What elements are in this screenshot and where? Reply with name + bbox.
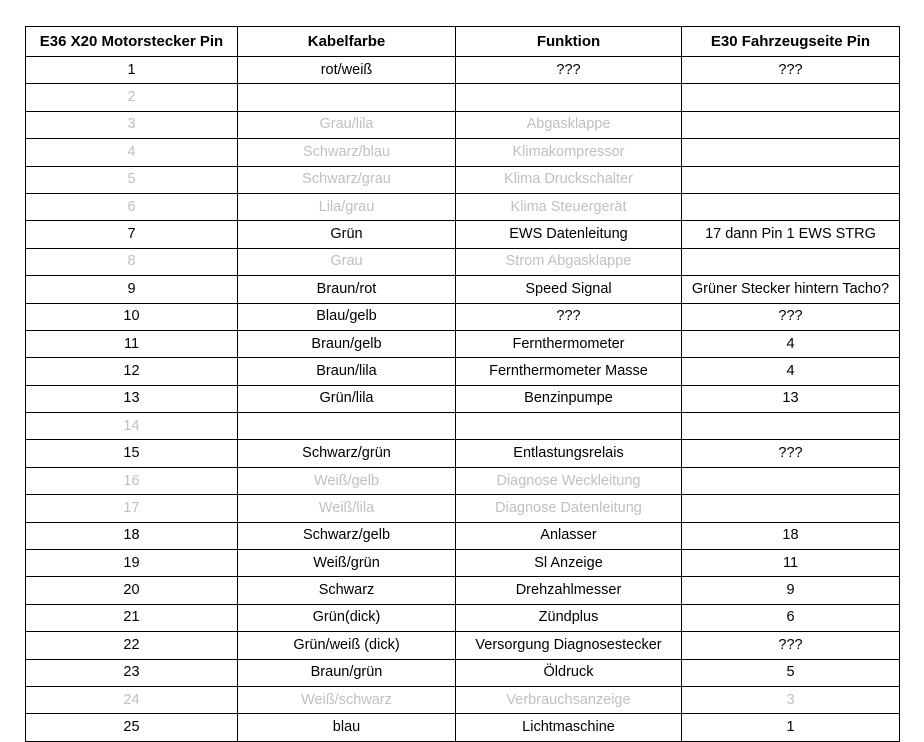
cell-funktion: Drehzahlmesser <box>456 577 682 604</box>
table-row <box>26 84 900 111</box>
cell-funktion: Sl Anzeige <box>456 550 682 577</box>
cell-kabelfarbe: rot/weiß <box>238 57 456 84</box>
cell-e30-pin: 4 <box>682 358 900 385</box>
cell-e30-pin: 17 dann Pin 1 EWS STRG <box>682 221 900 248</box>
table-row <box>26 413 900 440</box>
cell-kabelfarbe: Weiß/lila <box>238 495 456 522</box>
cell-funktion: Klima Druckschalter <box>456 166 682 193</box>
cell-kabelfarbe: Schwarz <box>238 577 456 604</box>
table-row <box>26 659 900 686</box>
cell-e30-pin: Grüner Stecker hintern Tacho? <box>682 276 900 303</box>
cell-funktion: Klimakompressor <box>456 139 682 166</box>
cell-kabelfarbe: Grün(dick) <box>238 604 456 631</box>
cell-e30-pin: 18 <box>682 522 900 549</box>
cell-funktion: Fernthermometer <box>456 330 682 357</box>
cell-e36-pin: 15 <box>26 440 238 467</box>
table-row <box>26 522 900 549</box>
cell-funktion: Fernthermometer Masse <box>456 358 682 385</box>
table-row <box>26 193 900 220</box>
cell-e36-pin: 3 <box>26 111 238 138</box>
cell-e30-pin <box>682 495 900 522</box>
cell-e36-pin: 8 <box>26 248 238 275</box>
table-row <box>26 248 900 275</box>
cell-e36-pin: 12 <box>26 358 238 385</box>
cell-e36-pin: 14 <box>26 413 238 440</box>
cell-e30-pin: 11 <box>682 550 900 577</box>
cell-kabelfarbe: blau <box>238 714 456 741</box>
cell-e30-pin: 3 <box>682 686 900 713</box>
cell-e36-pin: 17 <box>26 495 238 522</box>
table-row <box>26 632 900 659</box>
cell-e30-pin: 13 <box>682 385 900 412</box>
table-row <box>26 495 900 522</box>
table-row <box>26 330 900 357</box>
cell-kabelfarbe: Grün/lila <box>238 385 456 412</box>
cell-e36-pin: 1 <box>26 57 238 84</box>
cell-kabelfarbe: Schwarz/grau <box>238 166 456 193</box>
table-row <box>26 714 900 741</box>
cell-funktion: Verbrauchsanzeige <box>456 686 682 713</box>
column-header-e36-pin: E36 X20 Motorstecker Pin <box>26 27 238 57</box>
cell-funktion: ??? <box>456 57 682 84</box>
cell-kabelfarbe: Weiß/grün <box>238 550 456 577</box>
cell-e36-pin: 9 <box>26 276 238 303</box>
cell-e30-pin <box>682 193 900 220</box>
cell-kabelfarbe: Grau <box>238 248 456 275</box>
column-header-funktion: Funktion <box>456 27 682 57</box>
cell-funktion: ??? <box>456 303 682 330</box>
table-row <box>26 550 900 577</box>
pinout-table <box>25 26 900 742</box>
table-row <box>26 57 900 84</box>
table-header <box>26 27 900 57</box>
cell-kabelfarbe: Grün/weiß (dick) <box>238 632 456 659</box>
cell-e30-pin: ??? <box>682 303 900 330</box>
cell-e30-pin: ??? <box>682 440 900 467</box>
cell-e30-pin <box>682 413 900 440</box>
cell-kabelfarbe: Blau/gelb <box>238 303 456 330</box>
cell-e36-pin: 16 <box>26 467 238 494</box>
cell-e36-pin: 4 <box>26 139 238 166</box>
cell-e30-pin: 4 <box>682 330 900 357</box>
cell-kabelfarbe: Lila/grau <box>238 193 456 220</box>
cell-e36-pin: 6 <box>26 193 238 220</box>
cell-e36-pin: 18 <box>26 522 238 549</box>
cell-e36-pin: 7 <box>26 221 238 248</box>
cell-e36-pin: 5 <box>26 166 238 193</box>
cell-kabelfarbe <box>238 413 456 440</box>
cell-funktion: Abgasklappe <box>456 111 682 138</box>
column-header-e30-pin: E30 Fahrzeugseite Pin <box>682 27 900 57</box>
cell-funktion: Diagnose Weckleitung <box>456 467 682 494</box>
table-row <box>26 467 900 494</box>
cell-funktion: Speed Signal <box>456 276 682 303</box>
cell-kabelfarbe: Schwarz/grün <box>238 440 456 467</box>
cell-kabelfarbe <box>238 84 456 111</box>
cell-e30-pin: ??? <box>682 632 900 659</box>
cell-funktion: Strom Abgasklappe <box>456 248 682 275</box>
table-row <box>26 221 900 248</box>
cell-e36-pin: 22 <box>26 632 238 659</box>
cell-funktion: Lichtmaschine <box>456 714 682 741</box>
cell-e30-pin <box>682 166 900 193</box>
cell-e30-pin <box>682 139 900 166</box>
cell-e30-pin: 5 <box>682 659 900 686</box>
cell-e36-pin: 11 <box>26 330 238 357</box>
cell-kabelfarbe: Grau/lila <box>238 111 456 138</box>
cell-funktion: Benzinpumpe <box>456 385 682 412</box>
cell-kabelfarbe: Schwarz/gelb <box>238 522 456 549</box>
cell-funktion: Klima Steuergerät <box>456 193 682 220</box>
table-row <box>26 577 900 604</box>
cell-kabelfarbe: Weiß/gelb <box>238 467 456 494</box>
cell-funktion: Zündplus <box>456 604 682 631</box>
cell-kabelfarbe: Weiß/schwarz <box>238 686 456 713</box>
cell-funktion: Öldruck <box>456 659 682 686</box>
cell-funktion: Diagnose Datenleitung <box>456 495 682 522</box>
table-row <box>26 276 900 303</box>
table-row <box>26 358 900 385</box>
cell-e36-pin: 10 <box>26 303 238 330</box>
cell-e36-pin: 24 <box>26 686 238 713</box>
cell-funktion: Versorgung Diagnosestecker <box>456 632 682 659</box>
cell-funktion <box>456 84 682 111</box>
cell-e36-pin: 21 <box>26 604 238 631</box>
cell-e36-pin: 19 <box>26 550 238 577</box>
column-header-kabelfarbe: Kabelfarbe <box>238 27 456 57</box>
table-header-row <box>26 27 900 57</box>
cell-funktion: EWS Datenleitung <box>456 221 682 248</box>
table-row <box>26 440 900 467</box>
cell-e36-pin: 25 <box>26 714 238 741</box>
cell-e30-pin: 9 <box>682 577 900 604</box>
cell-funktion: Anlasser <box>456 522 682 549</box>
cell-kabelfarbe: Braun/rot <box>238 276 456 303</box>
table-row <box>26 166 900 193</box>
cell-e36-pin: 20 <box>26 577 238 604</box>
table-row <box>26 686 900 713</box>
cell-kabelfarbe: Schwarz/blau <box>238 139 456 166</box>
table-row <box>26 303 900 330</box>
cell-funktion <box>456 413 682 440</box>
cell-e30-pin <box>682 248 900 275</box>
cell-kabelfarbe: Braun/lila <box>238 358 456 385</box>
cell-e36-pin: 23 <box>26 659 238 686</box>
cell-e30-pin <box>682 467 900 494</box>
table-row <box>26 139 900 166</box>
cell-e36-pin: 2 <box>26 84 238 111</box>
cell-e30-pin: ??? <box>682 57 900 84</box>
cell-e30-pin <box>682 111 900 138</box>
table-body <box>26 57 900 742</box>
table-row <box>26 604 900 631</box>
table-row <box>26 111 900 138</box>
cell-kabelfarbe: Braun/grün <box>238 659 456 686</box>
cell-e30-pin: 1 <box>682 714 900 741</box>
cell-kabelfarbe: Braun/gelb <box>238 330 456 357</box>
table-row <box>26 385 900 412</box>
cell-kabelfarbe: Grün <box>238 221 456 248</box>
cell-e36-pin: 13 <box>26 385 238 412</box>
cell-e30-pin <box>682 84 900 111</box>
cell-funktion: Entlastungsrelais <box>456 440 682 467</box>
cell-e30-pin: 6 <box>682 604 900 631</box>
